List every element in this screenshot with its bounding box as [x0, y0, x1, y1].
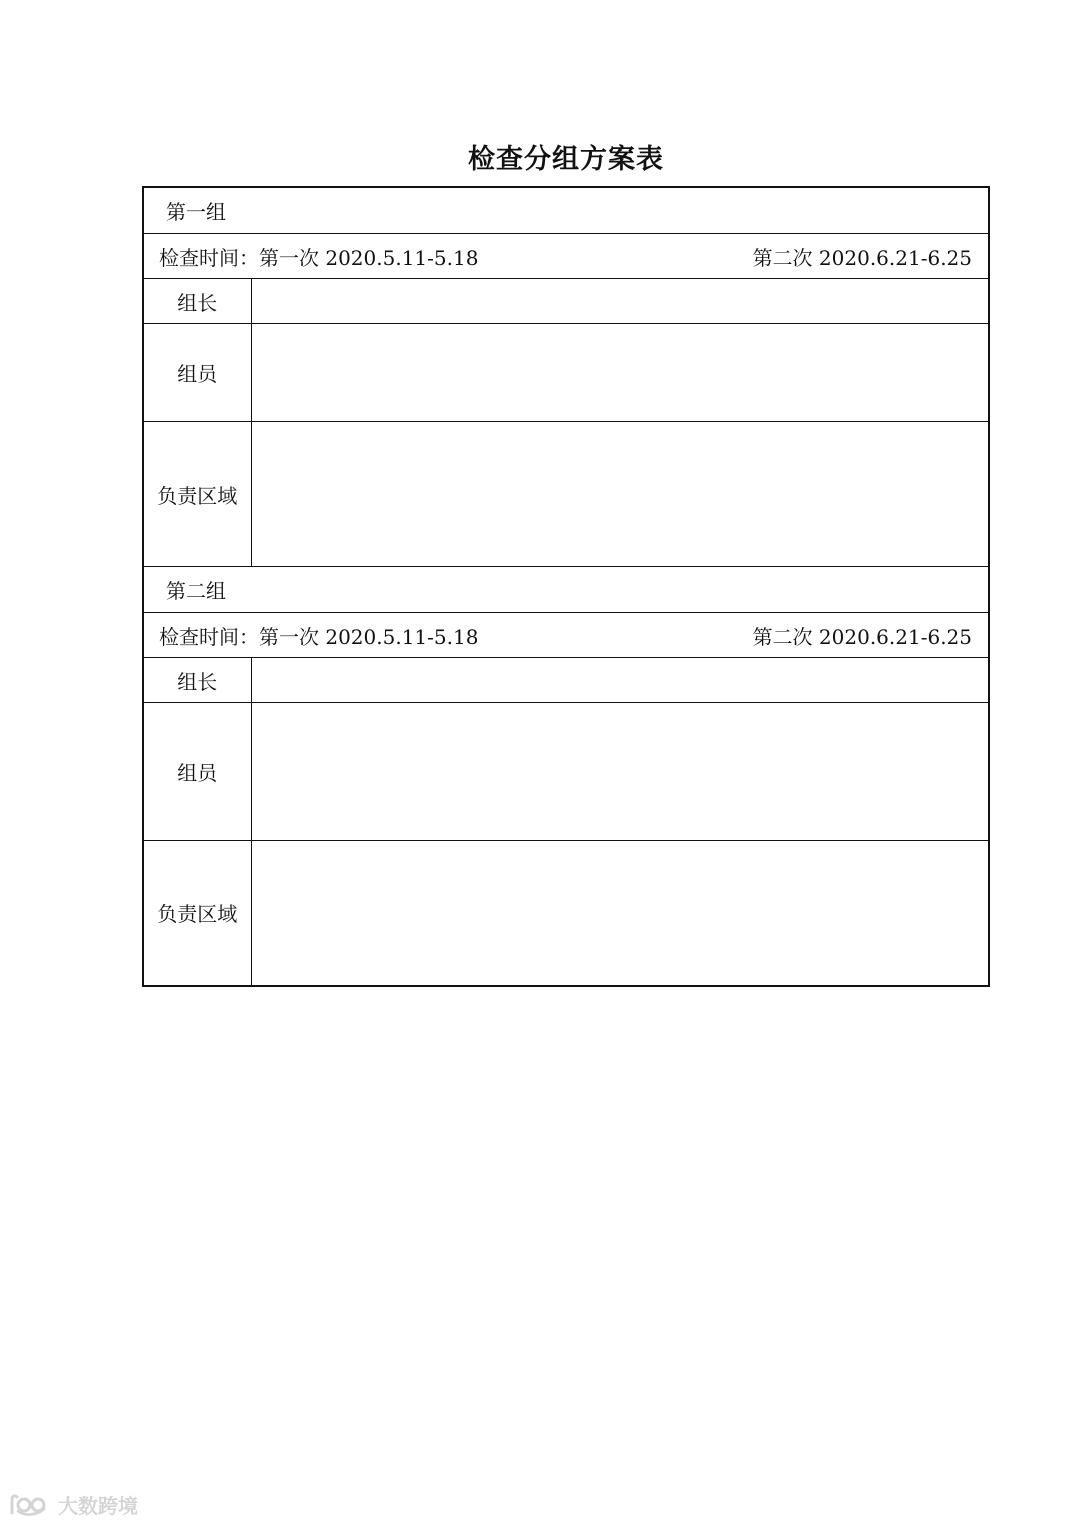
inspection-group-table [142, 186, 990, 987]
inspection-time-cell [143, 234, 989, 279]
members-field[interactable] [251, 703, 989, 841]
second-inspection-time: 第二次 2020.6.21-6.25 [752, 245, 972, 270]
document-title: 检查分组方案表 [468, 144, 664, 175]
inspection-time-row [143, 613, 989, 658]
leader-row [143, 658, 989, 703]
area-label: 负责区域 [143, 422, 251, 567]
area-row [143, 841, 989, 986]
leader-label: 组长 [143, 279, 251, 324]
watermark-text: 大数跨境 [58, 1494, 138, 1518]
first-inspection-time: 检查时间：第一次 2020.5.11-5.18 [159, 245, 479, 270]
inspection-time-cell [143, 613, 989, 658]
area-field[interactable] [251, 841, 989, 986]
leader-field[interactable] [251, 658, 989, 703]
leader-field[interactable] [251, 279, 989, 324]
leader-label: 组长 [143, 658, 251, 703]
watermark-logo-icon [8, 1493, 52, 1517]
area-row [143, 422, 989, 567]
members-field[interactable] [251, 324, 989, 422]
area-field[interactable] [251, 422, 989, 567]
leader-row [143, 279, 989, 324]
second-inspection-time: 第二次 2020.6.21-6.25 [752, 624, 972, 649]
members-label: 组员 [143, 703, 251, 841]
members-row [143, 703, 989, 841]
group-header-row [143, 567, 989, 613]
inspection-time-row [143, 234, 989, 279]
members-row [143, 324, 989, 422]
members-label: 组员 [143, 324, 251, 422]
group-header-row [143, 187, 989, 234]
watermark [8, 1490, 138, 1519]
first-inspection-time: 检查时间：第一次 2020.5.11-5.18 [159, 624, 479, 649]
group-name: 第一组 [143, 187, 989, 234]
group-name: 第二组 [143, 567, 989, 613]
area-label: 负责区域 [143, 841, 251, 986]
